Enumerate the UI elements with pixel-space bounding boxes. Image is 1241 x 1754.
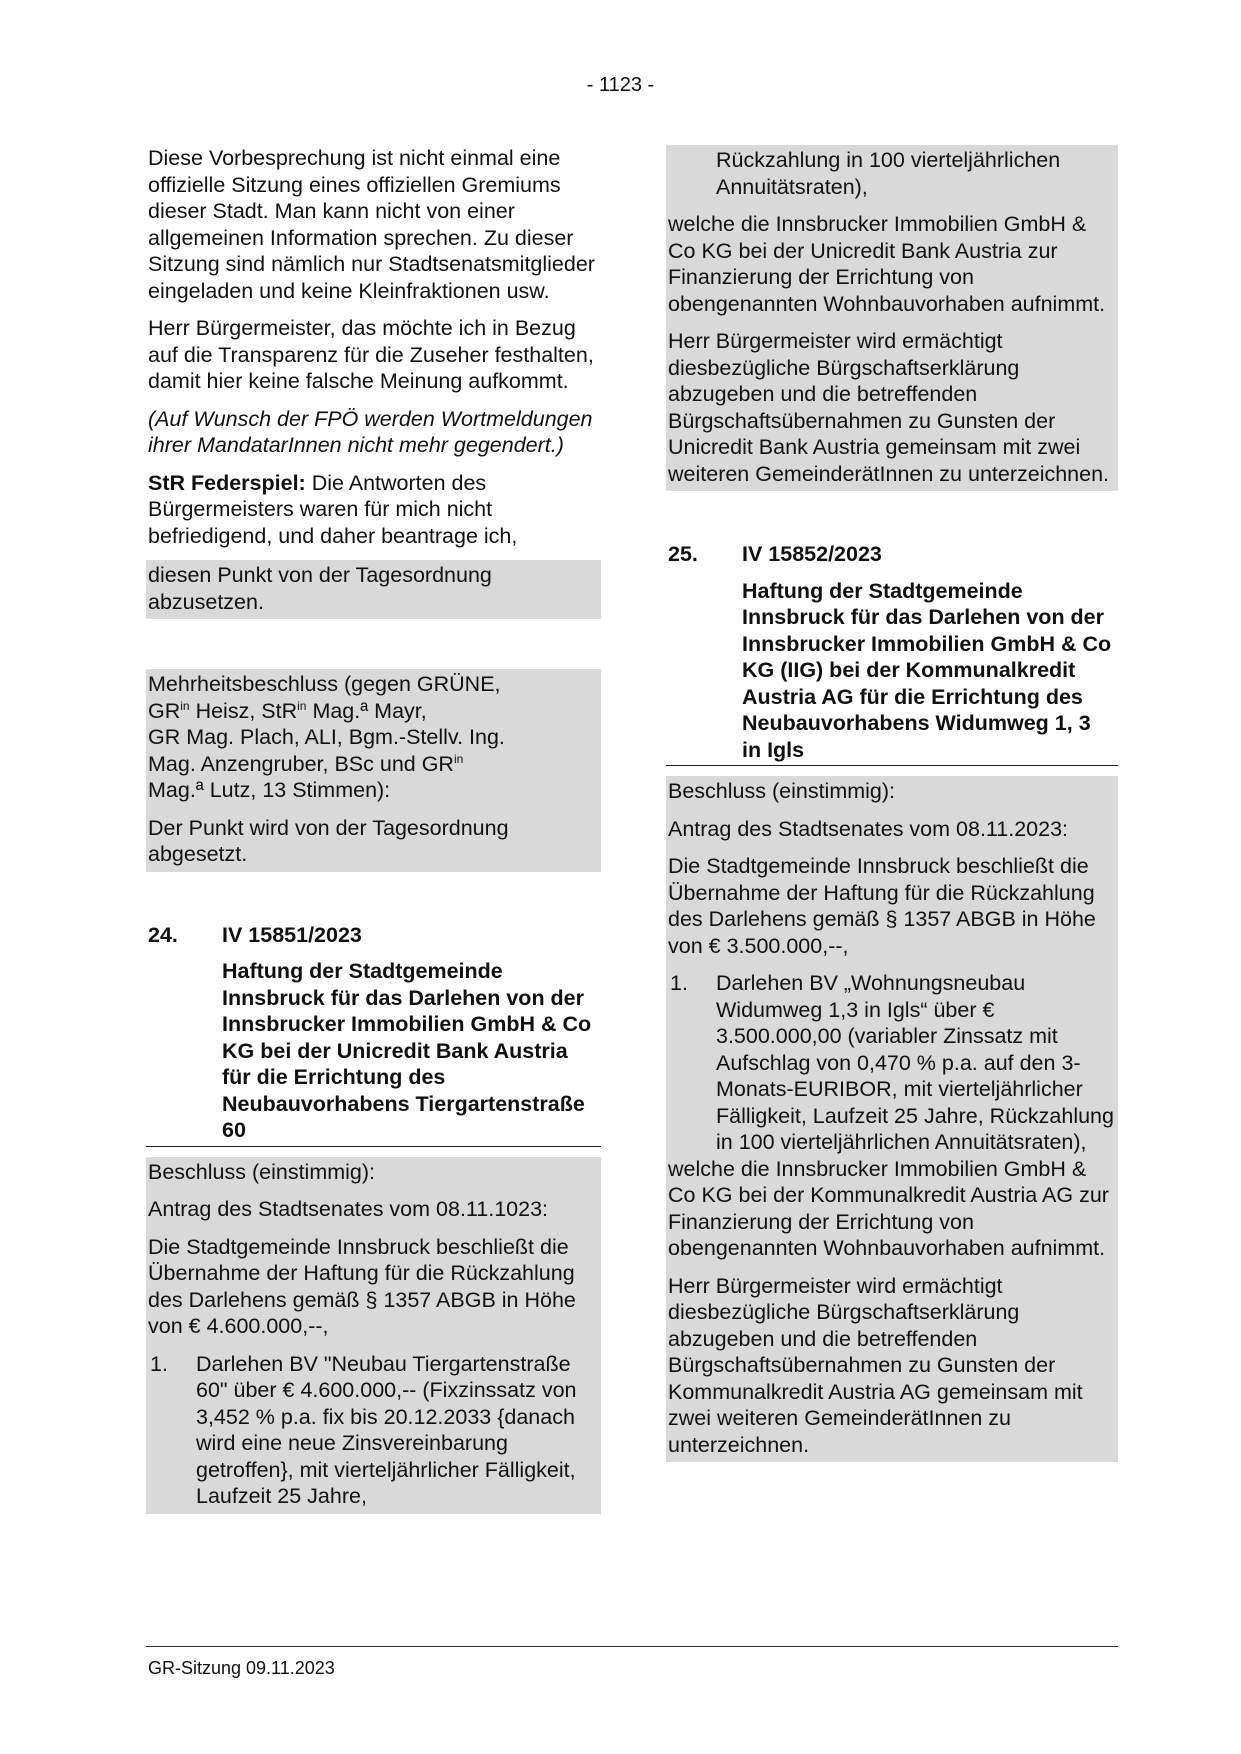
footer-divider (146, 1646, 1118, 1647)
vote-text (148, 671, 599, 804)
list-continuation: Rückzahlung in 100 vierteljährlichen Annuitätsraten), (716, 148, 1061, 199)
agenda-item-id: IV 15851/2023 (222, 922, 362, 947)
vote-line: Mag.ª Lutz, 13 Stimmen): (148, 778, 391, 802)
paragraph: Herr Bürgermeister, das möchte ich in Bezug auf die Transparenz für die Zuseher festhalten, damit hier keine falsche Meinung aufkommt. (148, 316, 594, 393)
agenda-item-number: 24. (148, 922, 178, 947)
motion-block (146, 560, 601, 619)
footer-text: GR-Sitzung 09.11.2023 (148, 1658, 335, 1678)
decision-label: Beschluss (einstimmig): (148, 1159, 375, 1184)
agenda-item-title: Haftung der Stadtgemeinde Innsbruck für das Darlehen von der Innsbrucker Immobilien GmbH & Co KG bei der Unicredit Bank Austria für die Errichtung des Neubauvorhabens Tiergartenstraße 60 (146, 958, 601, 1147)
list-text: Darlehen BV „Wohnungsneubau Widumweg 1,3 in Igls“ über € 3.500.000,00 (variabler Zinssatz mit Aufschlag von 0,470 % p.a. auf den 3-Monats-EURIBOR, mit vierteljährlicher Fälligkeit, Laufzeit 25 Jahre, Rückzahlung in 100 vierteljährlichen Annuitätsraten), (716, 971, 1114, 1154)
list-item (668, 970, 1116, 1156)
paragraph: welche die Innsbrucker Immobilien GmbH & Co KG bei der Kommunalkredit Austria AG zur Finanzierung der Errichtung von obengenannten Wohnbauvorhaben aufnimmt. (668, 1156, 1109, 1260)
speech-paragraph (146, 470, 601, 550)
vote-line: GR Mag. Plach, ALI, Bgm.-Stellv. Ing. (148, 725, 505, 749)
speaker-name: StR Federspiel: (148, 470, 306, 495)
vote-block (146, 669, 601, 872)
resolution-text: Die Stadtgemeinde Innsbruck beschließt die Übernahme der Haftung für die Rückzahlung des Darlehens gemäß § 1357 ABGB in Höhe von € 3.500.000,--, (668, 854, 1096, 958)
vote-result: Der Punkt wird von der Tagesordnung abgesetzt. (148, 815, 509, 866)
paragraph: Herr Bürgermeister wird ermächtigt diesbezügliche Bürgschaftserklärung abzugeben und die betreffenden Bürgschaftsübernahmen zu Gunsten der Kommunalkredit Austria AG gemeinsam mit zwei weiteren GemeinderätInnen zu unterzeichnen. (668, 1273, 1083, 1457)
paragraph: welche die Innsbrucker Immobilien GmbH & Co KG bei der Unicredit Bank Austria zur Finanzierung der Errichtung von obengenannten Wohnbauvorhaben aufnimmt. (668, 212, 1106, 316)
agenda-item-heading (146, 922, 601, 949)
page-number: - 1123 - (586, 74, 655, 96)
resolution-continuation (666, 145, 1118, 491)
vote-fragment: Mag.ª Mayr, (306, 698, 427, 723)
left-column (146, 145, 601, 1524)
list-number: 1. (150, 1351, 168, 1376)
vote-line: Mag. Anzengruber, BSc und GR (148, 751, 454, 776)
paragraph: Herr Bürgermeister wird ermächtigt diesbezügliche Bürgschaftserklärung abzugeben und die betreffenden Bürgschaftsübernahmen zu Gunsten der Unicredit Bank Austria gemeinsam mit zwei weiteren GemeinderätInnen zu unterzeichnen. (668, 329, 1110, 486)
agenda-item-number: 25. (668, 542, 698, 566)
speech-text: Die Antworten des Bürgermeisters waren für mich nicht befriedigend, und daher beantrage ich, (148, 470, 518, 548)
vote-fragment: GR (148, 698, 181, 723)
vote-line: Mehrheitsbeschluss (gegen GRÜNE, (148, 672, 501, 696)
decision-label: Beschluss (einstimmig): (668, 779, 895, 803)
list-text: Darlehen BV "Neubau Tiergartenstraße 60" über € 4.600.000,-- (Fixzinssatz von 3,452 % p.a. fix bis 20.12.2033 {danach wird eine neue Zinsvereinbarung getroffen}, mit vierteljährlicher Fälligkeit, Laufzeit 25 Jahre, (196, 1351, 577, 1508)
vote-fragment: Heisz, StR (189, 698, 298, 723)
resolution-block (146, 1157, 601, 1514)
request-label: Antrag des Stadtsenates vom 08.11.1023: (148, 1197, 549, 1221)
protocol-note: (Auf Wunsch der FPÖ werden Wortmeldungen ihrer MandatarInnen nicht mehr gegendert.) (148, 406, 593, 457)
superscript: in (180, 698, 190, 713)
paragraph: Diese Vorbesprechung ist nicht einmal eine offizielle Sitzung eines offiziellen Gremiums dieser Stadt. Man kann nicht von einer allgemeinen Information sprechen. Zu dieser Sitzung sind nämlich nur Stadtsenatsmitglieder eingeladen und keine Kleinfraktionen usw. (148, 146, 595, 303)
request-label: Antrag des Stadtsenates vom 08.11.2023: (668, 816, 1069, 841)
superscript: in (297, 698, 307, 713)
resolution-text: Die Stadtgemeinde Innsbruck beschließt die Übernahme der Haftung für die Rückzahlung des Darlehens gemäß § 1357 ABGB in Höhe von € 4.600.000,--, (148, 1234, 576, 1338)
agenda-item-heading (666, 541, 1118, 568)
superscript: in (453, 751, 464, 766)
agenda-item-id: IV 15852/2023 (742, 542, 882, 566)
resolution-block (666, 776, 1118, 1462)
list-number: 1. (670, 971, 688, 995)
motion-text: diesen Punkt von der Tagesordnung abzusetzen. (148, 563, 492, 614)
right-column (666, 145, 1118, 1472)
list-item (148, 1351, 599, 1510)
agenda-item-title: Haftung der Stadtgemeinde Innsbruck für das Darlehen von der Innsbrucker Immobilien GmbH & Co KG (IIG) bei der Kommunalkredit Austria AG für die Errichtung des Neubauvorhabens Widumweg 1, 3 in Igls (666, 578, 1118, 767)
